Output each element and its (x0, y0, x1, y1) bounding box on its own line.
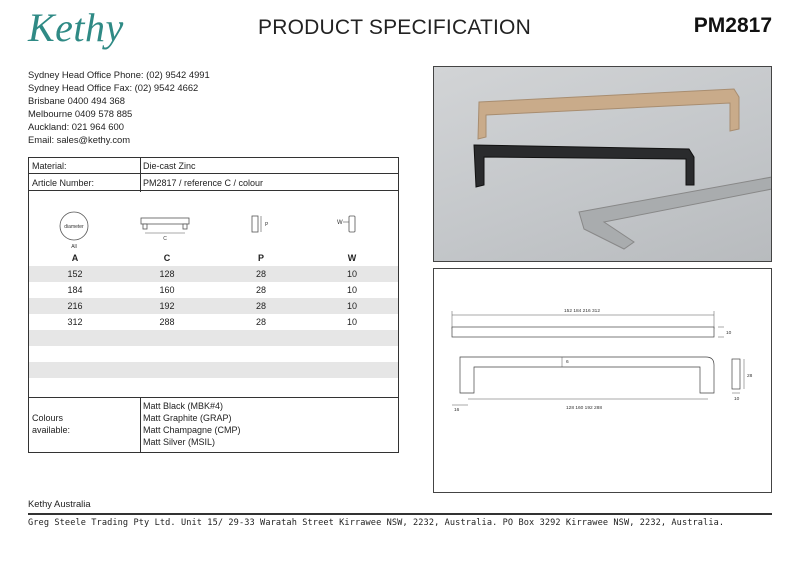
table-row-empty (29, 362, 398, 378)
black-handle (474, 145, 694, 187)
cell-c: 160 (159, 285, 175, 295)
cell-w: 10 (346, 285, 357, 295)
cell-a: 312 (67, 317, 83, 327)
contact-block (28, 68, 210, 146)
colour-item: Matt Black (MBK#4) (143, 401, 224, 411)
cell-p: 28 (255, 285, 266, 295)
table-row (29, 266, 398, 282)
diameter-text: diameter (64, 224, 84, 230)
colours-divider (140, 398, 141, 453)
contact-line: Melbourne 0409 578 885 (28, 108, 133, 119)
colours-list (143, 400, 241, 448)
footer-company: Kethy Australia (28, 498, 91, 509)
cell-a: 152 (67, 269, 83, 279)
table-row (29, 298, 398, 314)
colours-label-line: Colours (32, 413, 64, 423)
spec-table (28, 157, 399, 453)
cell-p: 28 (255, 301, 266, 311)
contact-line: Sydney Head Office Fax: (02) 9542 4662 (28, 82, 199, 93)
c-diagram (131, 208, 201, 252)
cell-w: 10 (346, 269, 357, 279)
w-text: W (337, 220, 343, 226)
all-text: All (71, 244, 77, 250)
bottom-dims-text: 128 160 192 288 (565, 406, 603, 411)
w-diagram (317, 208, 387, 252)
footer-divider (28, 513, 772, 515)
cell-w: 10 (346, 317, 357, 327)
colours-label (32, 412, 70, 436)
contact-line: Sydney Head Office Phone: (02) 9542 4991 (28, 69, 210, 80)
colour-item: Matt Silver (MSIL) (143, 437, 216, 447)
table-row (29, 314, 398, 330)
cell-p: 28 (255, 317, 266, 327)
colour-item: Matt Graphite (GRAP) (143, 413, 232, 423)
p-diagram (225, 208, 295, 252)
c-text: C (163, 236, 167, 242)
column-header: W (347, 253, 357, 263)
material-value: Die-cast Zinc (143, 161, 196, 171)
column-header: P (257, 253, 264, 263)
article-value: PM2817 / reference C / colour (143, 178, 264, 188)
footer-address: Greg Steele Trading Pty Ltd. Unit 15/ 29-33 Waratah Street Kirrawee NSW, 2232, Australia. PO Box 3292 Kirrawee NSW, 2232, Australia. (28, 518, 725, 528)
height-dim-text: 28 (747, 374, 753, 379)
contact-line: Auckland: 021 964 600 (28, 121, 124, 132)
end-dim-text: 10 (734, 397, 740, 402)
product-code: PM2817 (693, 14, 772, 37)
cell-p: 28 (255, 269, 266, 279)
article-row (29, 175, 398, 191)
product-photo (433, 66, 772, 262)
article-label: Article Number: (32, 178, 95, 188)
cell-c: 288 (159, 317, 175, 327)
inner-dim-text: 6 (566, 360, 569, 365)
table-divider (140, 158, 141, 192)
table-row-empty (29, 330, 398, 346)
column-header: C (163, 253, 171, 263)
left-dim-text: 16 (454, 408, 460, 413)
contact-line: Email: sales@kethy.com (28, 134, 131, 145)
diameter-diagram (39, 208, 109, 252)
material-row (29, 158, 398, 174)
handles-illustration (434, 67, 772, 262)
cell-c: 192 (159, 301, 175, 311)
cell-c: 128 (159, 269, 175, 279)
table-row-empty (29, 346, 398, 362)
column-header: A (71, 253, 79, 263)
table-row-empty (29, 378, 398, 394)
colours-label-line: available: (32, 425, 71, 435)
colours-section (29, 397, 398, 453)
champagne-handle (478, 89, 739, 139)
p-text: P (265, 222, 269, 228)
silver-handle (579, 177, 772, 249)
cell-a: 184 (67, 285, 83, 295)
side-dim-text: 10 (726, 331, 732, 336)
drawing-svg (434, 269, 773, 494)
cell-w: 10 (346, 301, 357, 311)
page-title: PRODUCT SPECIFICATION (258, 16, 531, 39)
kethy-logo: Kethy (28, 5, 124, 50)
top-dims-text: 152 184 216 312 (563, 309, 601, 314)
contact-line: Brisbane 0400 494 368 (28, 95, 125, 106)
colour-item: Matt Champagne (CMP) (143, 425, 241, 435)
cell-a: 216 (67, 301, 83, 311)
material-label: Material: (32, 161, 67, 171)
technical-drawing (433, 268, 772, 493)
table-row (29, 282, 398, 298)
